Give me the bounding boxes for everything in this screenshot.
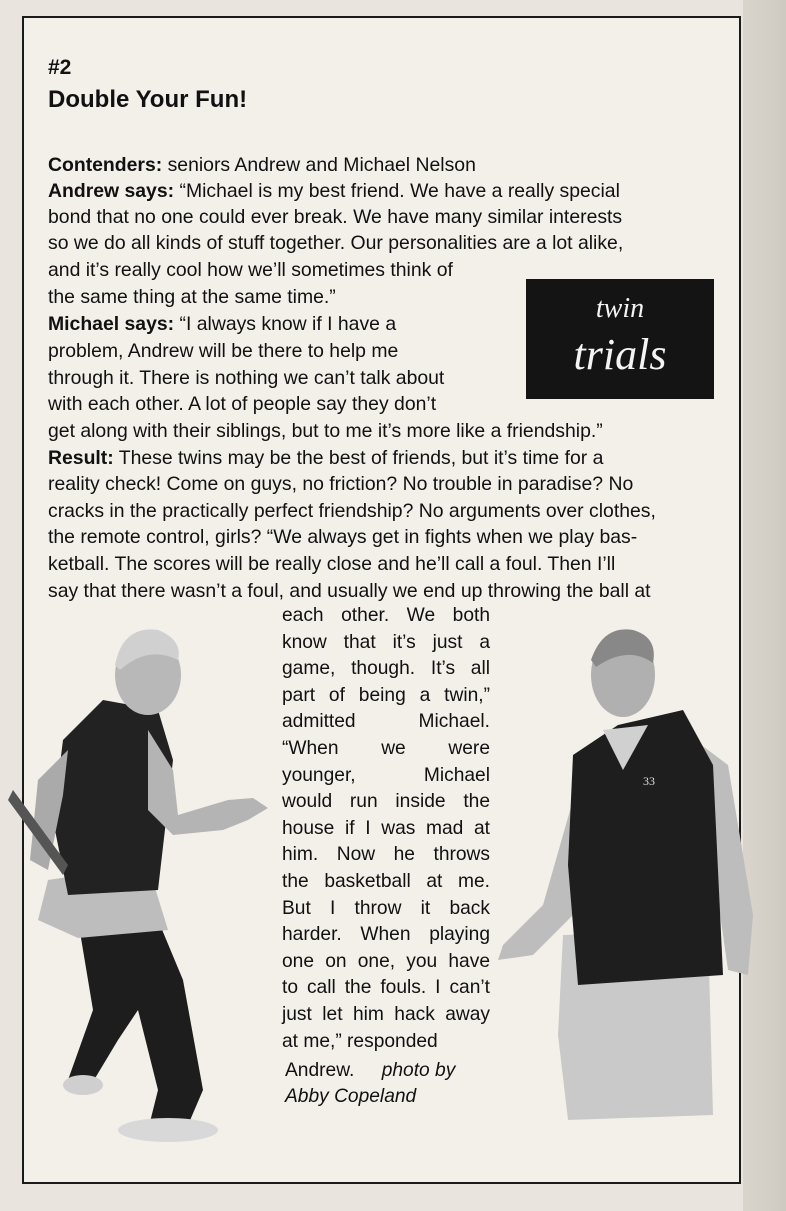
body-line-text: with each other. A lot of people say they don’t	[48, 393, 437, 415]
column-line: admitted Michael.	[282, 711, 490, 733]
body-line	[48, 204, 622, 231]
box-line-1: twin	[595, 293, 645, 324]
column-line: the basketball at me.	[282, 870, 490, 892]
box-line-2: trials	[573, 330, 667, 379]
column-line: him. Now he throws	[282, 844, 490, 866]
column-line: at me,” responded	[282, 1030, 438, 1052]
body-line	[48, 311, 396, 338]
article-number: #2	[48, 56, 72, 79]
article-title: Double Your Fun!	[48, 86, 248, 113]
body-line	[48, 338, 398, 365]
column-line: to call the fouls. I can’t	[282, 977, 490, 999]
body-line	[48, 257, 453, 284]
body-line-text: and it’s really cool how we’ll sometimes think of	[48, 259, 453, 281]
body-line-label: Result:	[48, 447, 114, 469]
body-line	[48, 418, 603, 445]
body-line-text: the same thing at the same time.”	[48, 286, 336, 308]
body-line	[48, 578, 651, 605]
column-line: “When we were	[282, 737, 490, 759]
body-line-label: Andrew says:	[48, 180, 175, 202]
column-line: harder. When playing	[282, 924, 490, 946]
body-line	[48, 551, 615, 578]
body-line-text: get along with their siblings, but to me it’s more like a friendship.”	[48, 420, 603, 442]
body-line-text: “I always know if I have a	[174, 313, 397, 335]
column-line: one on one, you have	[282, 950, 490, 972]
column-line: know that it’s just a	[282, 631, 490, 653]
body-line-label: Contenders:	[48, 154, 163, 176]
body-line-text: seniors Andrew and Michael Nelson	[162, 154, 476, 176]
body-line	[48, 498, 656, 525]
body-line-text: These twins may be the best of friends, but it’s time for a	[113, 447, 604, 469]
body-line	[48, 445, 603, 472]
jersey-number: 33	[643, 774, 655, 788]
body-line-text: reality check! Come on guys, no friction? No trouble in paradise? No	[48, 473, 634, 495]
body-line-text: the remote control, girls? “We always get in fights when we play bas-	[48, 526, 638, 548]
body-line	[48, 524, 637, 551]
body-line-text: bond that no one could ever break. We have many similar interests	[48, 206, 623, 228]
column-line: part of being a twin,”	[282, 684, 490, 706]
body-line-text: so we do all kinds of stuff together. Our personalities are a lot alike,	[48, 232, 624, 254]
body-line	[48, 284, 336, 311]
column-line: house if I was mad at	[282, 817, 490, 839]
body-line	[48, 230, 623, 257]
photo-credit: photo by	[381, 1060, 456, 1081]
body-line-text: cracks in the practically perfect friendship? No arguments over clothes,	[48, 500, 656, 522]
body-line-text: problem, Andrew will be there to help me	[48, 340, 399, 362]
column-line: But I throw it back	[282, 897, 490, 919]
body-line	[48, 152, 476, 179]
body-line	[48, 365, 444, 392]
photo-credit-name: Abby Copeland	[285, 1086, 417, 1107]
photo-michael	[488, 615, 768, 1135]
twin-trials-box	[526, 279, 714, 399]
body-line-text: say that there wasn’t a foul, and usually we end up throwing the ball at	[48, 580, 651, 602]
body-line	[48, 471, 633, 498]
body-line-text: ketball. The scores will be really close and he’ll call a foul. Then I’ll	[48, 553, 616, 575]
body-line	[48, 178, 620, 205]
column-line: would run inside the	[282, 791, 490, 813]
column-line: game, though. It’s all	[282, 658, 490, 680]
column-line: younger, Michael	[282, 764, 490, 786]
column-line: each other. We both	[282, 605, 490, 626]
body-line-text: “Michael is my best friend. We have a really special	[174, 180, 620, 202]
closing-line	[285, 1058, 455, 1085]
body-line-label: Michael says:	[48, 313, 175, 335]
body-line	[48, 391, 436, 418]
photo-andrew	[8, 620, 283, 1145]
column-line: just let him hack away	[282, 1003, 490, 1025]
body-line-text: through it. There is nothing we can’t talk about	[48, 367, 445, 389]
article-column	[282, 603, 490, 1055]
closing-text: Andrew.	[285, 1060, 355, 1081]
